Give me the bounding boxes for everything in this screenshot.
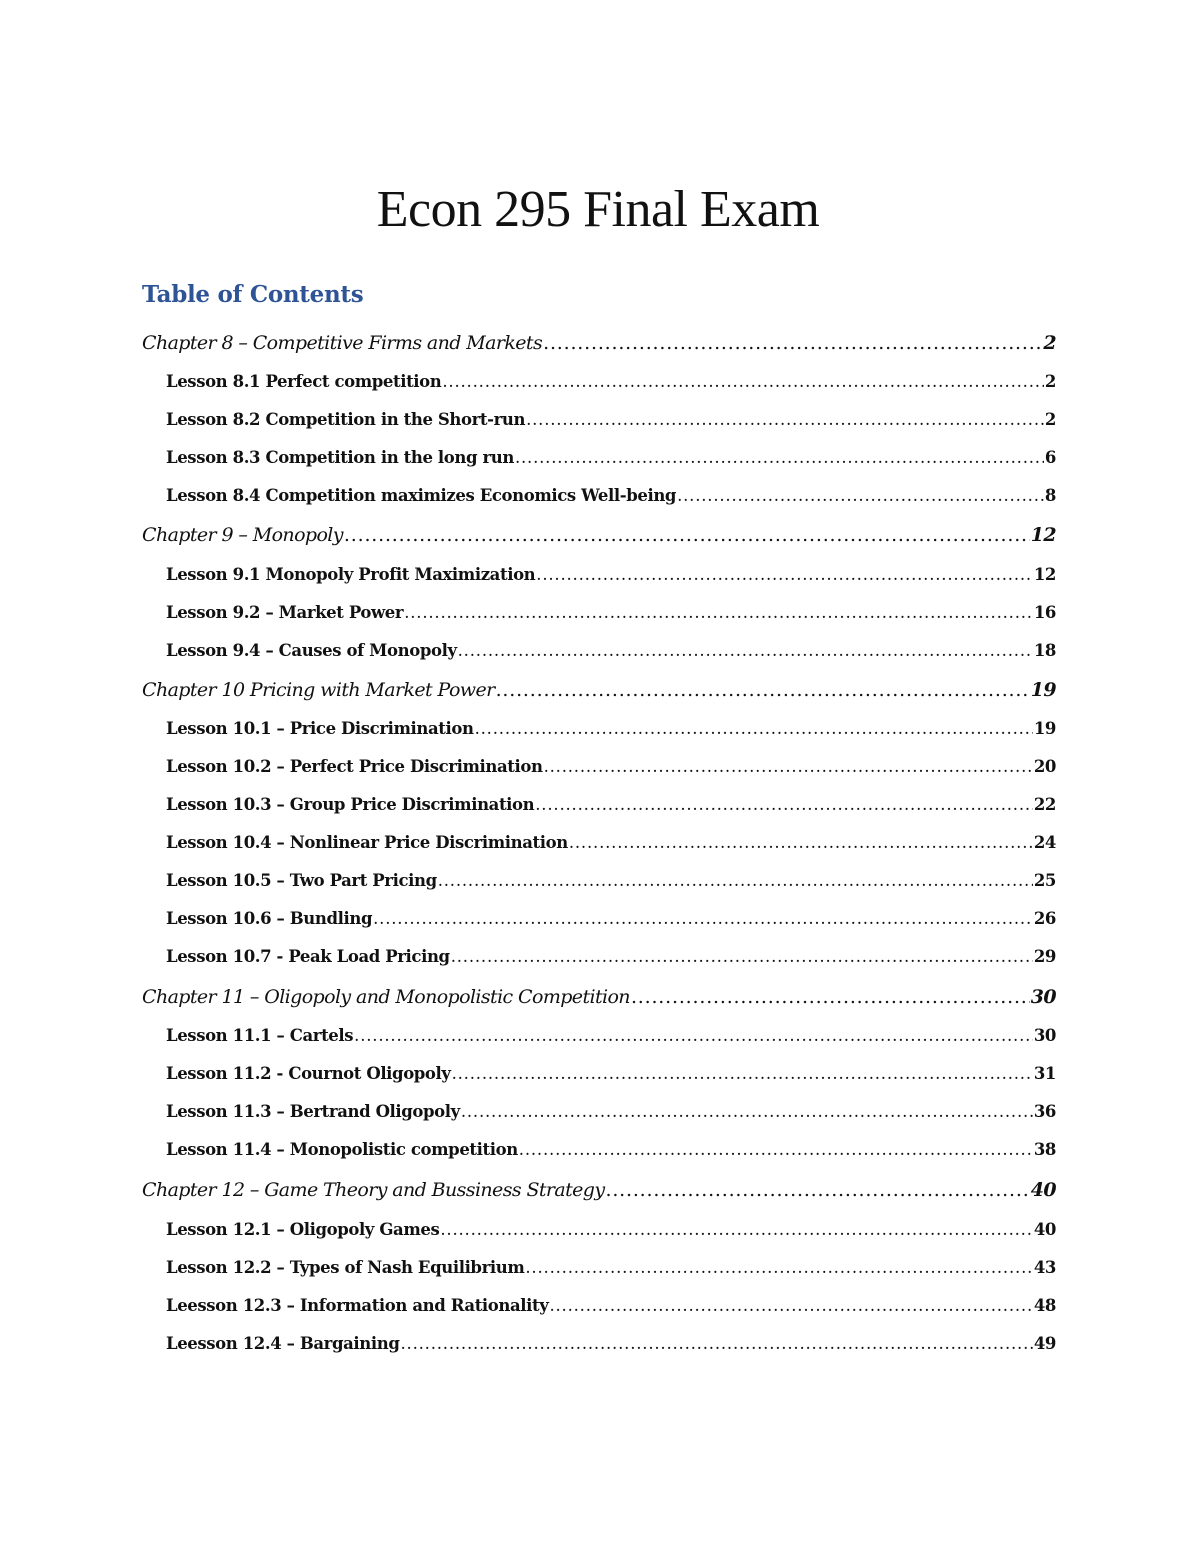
toc-page-number: 25	[1033, 871, 1056, 890]
toc-page-number: 40	[1030, 1179, 1056, 1201]
toc-chapter-entry[interactable]	[142, 677, 1056, 703]
toc-page-number: 2	[1044, 410, 1056, 429]
toc-page-number: 49	[1033, 1334, 1056, 1353]
toc-lesson-entry[interactable]	[166, 831, 1056, 855]
toc-lesson-entry[interactable]	[166, 1024, 1056, 1048]
dot-leader	[605, 1177, 1029, 1203]
toc-page-number: 31	[1033, 1064, 1056, 1083]
toc-entry-label: Chapter 9 – Monopoly	[142, 524, 343, 546]
toc-page-number: 26	[1033, 909, 1056, 928]
toc-page-number: 30	[1033, 1026, 1056, 1045]
toc-entry-label: Lesson 11.2 - Cournot Oligopoly	[166, 1064, 451, 1083]
toc-lesson-entry[interactable]	[166, 370, 1056, 394]
dot-leader	[544, 755, 1033, 779]
dot-leader	[461, 1100, 1033, 1124]
toc-lesson-entry[interactable]	[166, 639, 1056, 663]
toc-page-number: 40	[1033, 1220, 1056, 1239]
toc-page-number: 16	[1033, 603, 1056, 622]
toc-lesson-entry[interactable]	[166, 601, 1056, 625]
toc-page-number: 2	[1044, 372, 1056, 391]
dot-leader	[373, 907, 1033, 931]
dot-leader	[525, 1256, 1032, 1280]
dot-leader	[631, 984, 1030, 1010]
dot-leader	[569, 831, 1033, 855]
toc-entry-label: Lesson 10.2 – Perfect Price Discrimination	[166, 757, 543, 776]
toc-entry-label: Lesson 12.1 – Oligopoly Games	[166, 1220, 440, 1239]
dot-leader	[344, 522, 1030, 548]
toc-entry-label: Lesson 8.1 Perfect competition	[166, 372, 442, 391]
toc-entry-label: Lesson 11.3 – Bertrand Oligopoly	[166, 1102, 460, 1121]
dot-leader	[451, 945, 1033, 969]
dot-leader	[543, 330, 1042, 356]
toc-page-number: 48	[1033, 1296, 1056, 1315]
toc-page-number: 12	[1033, 565, 1056, 584]
dot-leader	[442, 370, 1044, 394]
document-title: Econ 295 Final Exam	[376, 180, 820, 238]
dot-leader	[404, 601, 1033, 625]
dot-leader	[452, 1062, 1033, 1086]
toc-lesson-entry[interactable]	[166, 1138, 1056, 1162]
toc-lesson-entry[interactable]	[166, 717, 1056, 741]
toc-chapter-entry[interactable]	[142, 984, 1056, 1010]
dot-leader	[519, 1138, 1033, 1162]
dot-leader	[438, 869, 1033, 893]
dot-leader	[475, 717, 1033, 741]
toc-page-number: 36	[1033, 1102, 1056, 1121]
toc-lesson-entry[interactable]	[166, 1256, 1056, 1280]
toc-page-number: 24	[1033, 833, 1056, 852]
toc-entry-label: Lesson 11.1 – Cartels	[166, 1026, 354, 1045]
toc-page-number: 29	[1033, 947, 1056, 966]
toc-page-number: 19	[1033, 719, 1056, 738]
toc-page-number: 20	[1033, 757, 1056, 776]
dot-leader	[354, 1024, 1033, 1048]
toc-lesson-entry[interactable]	[166, 1218, 1056, 1242]
toc-lesson-entry[interactable]	[166, 1062, 1056, 1086]
toc-entry-label: Lesson 9.4 – Causes of Monopoly	[166, 641, 457, 660]
toc-entry-label: Lesson 10.5 – Two Part Pricing	[166, 871, 437, 890]
dot-leader	[677, 484, 1044, 508]
toc-entry-label: Leesson 12.4 – Bargaining	[166, 1334, 400, 1353]
toc-lesson-entry[interactable]	[166, 408, 1056, 432]
toc-page-number: 19	[1030, 679, 1056, 701]
toc-lesson-entry[interactable]	[166, 563, 1056, 587]
toc-entry-label: Lesson 11.4 – Monopolistic competition	[166, 1140, 518, 1159]
toc-page-number: 38	[1033, 1140, 1056, 1159]
toc-page-number: 43	[1033, 1258, 1056, 1277]
toc-entry-label: Leesson 12.3 – Information and Rationality	[166, 1296, 549, 1315]
toc-lesson-entry[interactable]	[166, 793, 1056, 817]
dot-leader	[536, 563, 1033, 587]
toc-entry-label: Chapter 11 – Oligopoly and Monopolistic Competition	[142, 986, 630, 1008]
toc-lesson-entry[interactable]	[166, 907, 1056, 931]
toc-heading: Table of Contents	[142, 281, 364, 308]
toc-entry-label: Lesson 10.7 - Peak Load Pricing	[166, 947, 450, 966]
toc-lesson-entry[interactable]	[166, 1100, 1056, 1124]
toc-lesson-entry[interactable]	[166, 755, 1056, 779]
toc-entry-label: Lesson 9.1 Monopoly Profit Maximization	[166, 565, 536, 584]
dot-leader	[440, 1218, 1032, 1242]
toc-page-number: 6	[1044, 448, 1056, 467]
toc-lesson-entry[interactable]	[166, 1294, 1056, 1318]
toc-entry-label: Lesson 10.6 – Bundling	[166, 909, 373, 928]
toc-lesson-entry[interactable]	[166, 1332, 1056, 1356]
toc-page-number: 2	[1043, 332, 1056, 354]
toc-entry-label: Lesson 8.3 Competition in the long run	[166, 448, 514, 467]
toc-page-number: 18	[1033, 641, 1056, 660]
toc-entry-label: Chapter 10 Pricing with Market Power	[142, 679, 495, 701]
dot-leader	[549, 1294, 1032, 1318]
dot-leader	[496, 677, 1030, 703]
toc-entry-label: Chapter 12 – Game Theory and Bussiness Strategy	[142, 1179, 605, 1201]
dot-leader	[400, 1332, 1032, 1356]
toc-entry-label: Lesson 10.4 – Nonlinear Price Discrimination	[166, 833, 568, 852]
toc-entry-label: Lesson 10.3 – Group Price Discrimination	[166, 795, 535, 814]
toc-entry-label: Chapter 8 – Competitive Firms and Markets	[142, 332, 543, 354]
toc-chapter-entry[interactable]	[142, 522, 1056, 548]
toc-page-number: 12	[1030, 524, 1056, 546]
dot-leader	[535, 793, 1033, 817]
toc-entry-label: Lesson 8.2 Competition in the Short-run	[166, 410, 526, 429]
dot-leader	[458, 639, 1033, 663]
toc-page-number: 8	[1044, 486, 1056, 505]
dot-leader	[526, 408, 1044, 432]
toc-lesson-entry[interactable]	[166, 446, 1056, 470]
toc-entry-label: Lesson 10.1 – Price Discrimination	[166, 719, 474, 738]
toc-entry-label: Lesson 12.2 – Types of Nash Equilibrium	[166, 1258, 525, 1277]
toc-chapter-entry[interactable]	[142, 1177, 1056, 1203]
toc-lesson-entry[interactable]	[166, 945, 1056, 969]
toc-entry-label: Lesson 9.2 – Market Power	[166, 603, 404, 622]
toc-entry-label: Lesson 8.4 Competition maximizes Economics Well-being	[166, 486, 677, 505]
toc-lesson-entry[interactable]	[166, 484, 1056, 508]
toc-lesson-entry[interactable]	[166, 869, 1056, 893]
toc-page-number: 22	[1033, 795, 1056, 814]
toc-chapter-entry[interactable]	[142, 330, 1056, 356]
dot-leader	[515, 446, 1044, 470]
toc-page-number: 30	[1030, 986, 1056, 1008]
